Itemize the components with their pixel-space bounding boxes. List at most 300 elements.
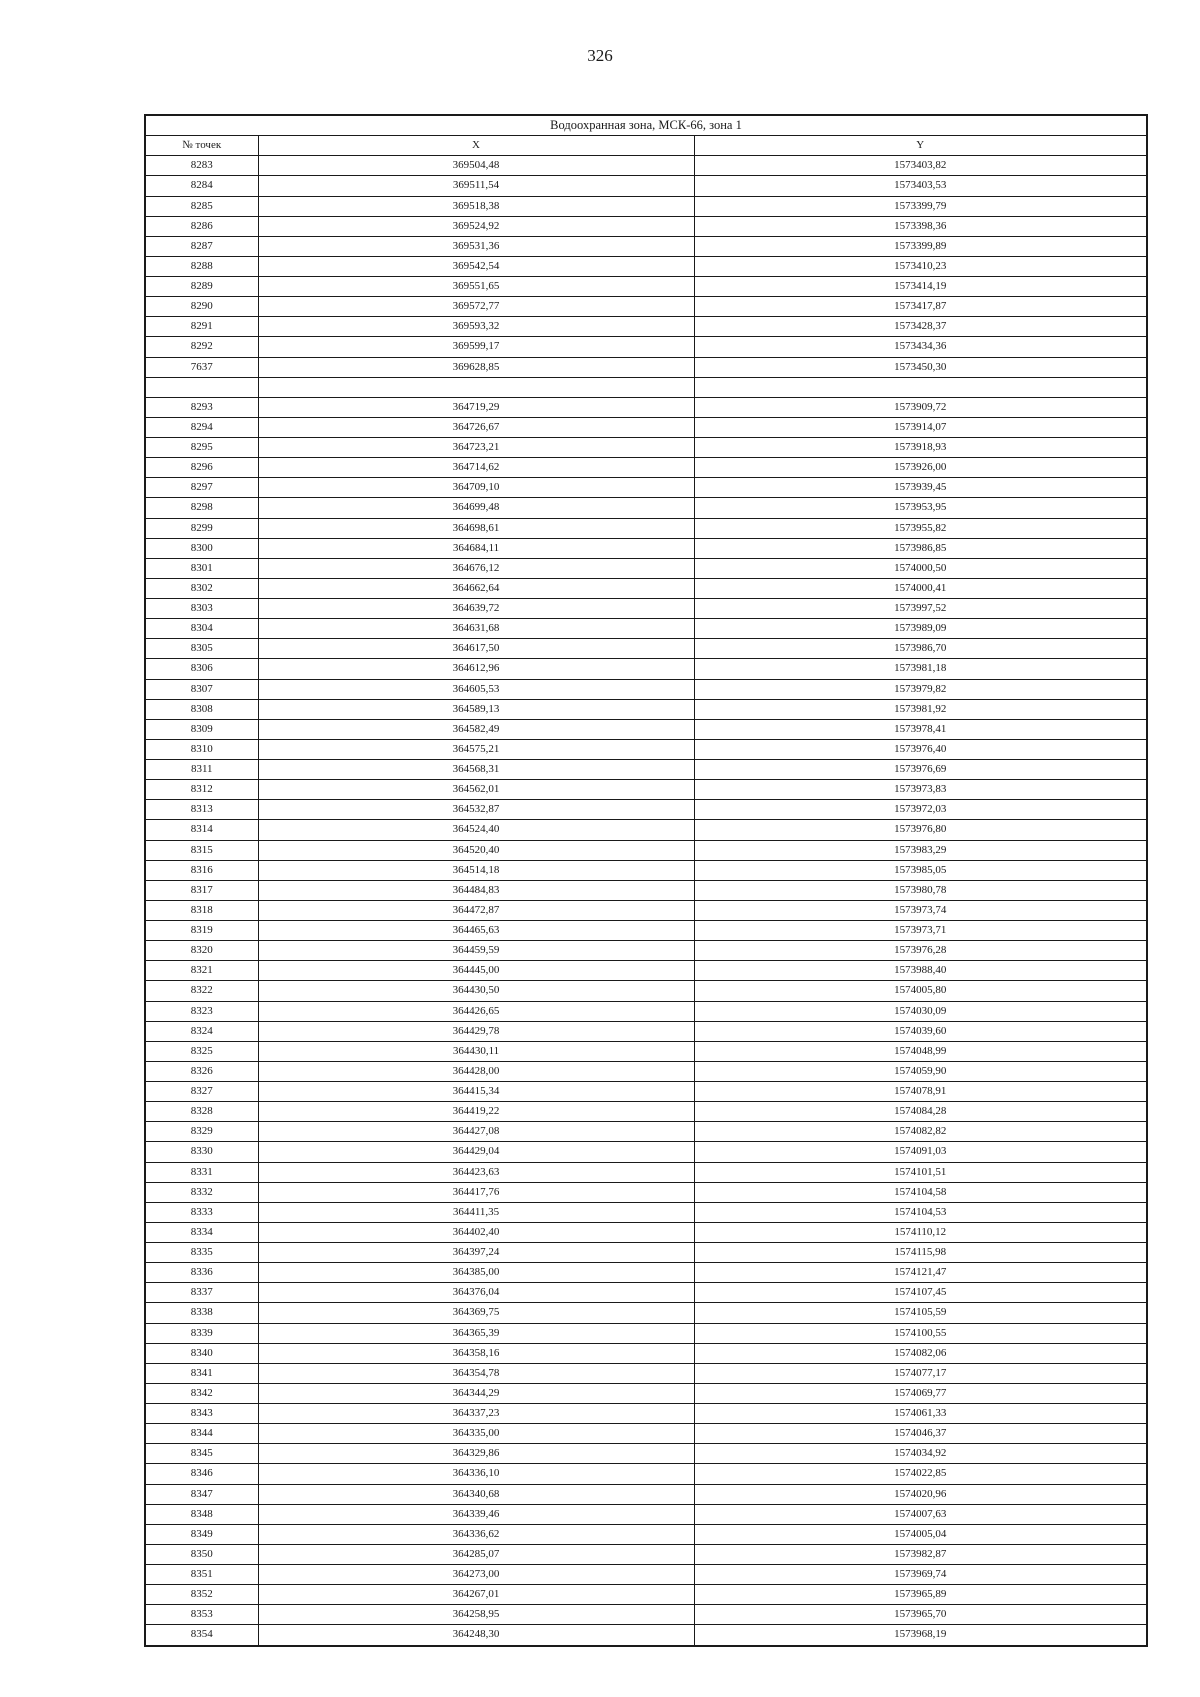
- point-number-cell: 8328: [145, 1102, 258, 1122]
- point-number-cell: 8309: [145, 719, 258, 739]
- table-row: [145, 1444, 1147, 1464]
- point-number-cell: 8351: [145, 1565, 258, 1585]
- table-row: [145, 1162, 1147, 1182]
- table-row: [145, 1082, 1147, 1102]
- x-coordinate-cell: 364376,04: [258, 1283, 694, 1303]
- x-coordinate-cell: 364582,49: [258, 719, 694, 739]
- y-coordinate-cell: 1573955,82: [694, 518, 1147, 538]
- x-coordinate-cell: 364676,12: [258, 558, 694, 578]
- table-row: [145, 719, 1147, 739]
- table-row: [145, 1605, 1147, 1625]
- y-coordinate-cell: 1573988,40: [694, 961, 1147, 981]
- table-row: [145, 599, 1147, 619]
- point-number-cell: 8337: [145, 1283, 258, 1303]
- point-number-cell: 8321: [145, 961, 258, 981]
- table-row: [145, 216, 1147, 236]
- table-row: [145, 1222, 1147, 1242]
- y-coordinate-cell: 1573410,23: [694, 256, 1147, 276]
- y-coordinate-cell: 1574020,96: [694, 1484, 1147, 1504]
- table-row: [145, 1001, 1147, 1021]
- y-coordinate-cell: 1573399,79: [694, 196, 1147, 216]
- table-row: [145, 176, 1147, 196]
- column-header-x: X: [258, 136, 694, 156]
- x-coordinate-cell: 364402,40: [258, 1222, 694, 1242]
- point-number-cell: 8335: [145, 1243, 258, 1263]
- y-coordinate-cell: 1573978,41: [694, 719, 1147, 739]
- x-coordinate-cell: 364344,29: [258, 1383, 694, 1403]
- point-number-cell: 8349: [145, 1524, 258, 1544]
- y-coordinate-cell: [694, 377, 1147, 397]
- table-row: [145, 961, 1147, 981]
- y-coordinate-cell: 1573989,09: [694, 619, 1147, 639]
- x-coordinate-cell: 364723,21: [258, 438, 694, 458]
- y-coordinate-cell: 1573997,52: [694, 599, 1147, 619]
- y-coordinate-cell: 1573980,78: [694, 880, 1147, 900]
- table-row: [145, 1303, 1147, 1323]
- x-coordinate-cell: 364514,18: [258, 860, 694, 880]
- y-coordinate-cell: 1574000,50: [694, 558, 1147, 578]
- x-coordinate-cell: 364419,22: [258, 1102, 694, 1122]
- page-number: 326: [587, 46, 613, 65]
- point-number-cell: 8340: [145, 1343, 258, 1363]
- table-header-row: [145, 136, 1147, 156]
- point-number-cell: 8348: [145, 1504, 258, 1524]
- point-number-cell: 8283: [145, 156, 258, 176]
- x-coordinate-cell: 364335,00: [258, 1424, 694, 1444]
- y-coordinate-cell: 1573434,36: [694, 337, 1147, 357]
- y-coordinate-cell: 1574121,47: [694, 1263, 1147, 1283]
- point-number-cell: 8350: [145, 1544, 258, 1564]
- x-coordinate-cell: 364369,75: [258, 1303, 694, 1323]
- point-number-cell: 8285: [145, 196, 258, 216]
- point-number-cell: 8313: [145, 800, 258, 820]
- x-coordinate-cell: 364698,61: [258, 518, 694, 538]
- y-coordinate-cell: 1573953,95: [694, 498, 1147, 518]
- point-number-cell: 8323: [145, 1001, 258, 1021]
- y-coordinate-cell: 1574082,06: [694, 1343, 1147, 1363]
- point-number-cell: 8315: [145, 840, 258, 860]
- table-row: [145, 1504, 1147, 1524]
- table-row: [145, 880, 1147, 900]
- y-coordinate-cell: 1573973,74: [694, 900, 1147, 920]
- y-coordinate-cell: 1573976,28: [694, 941, 1147, 961]
- table-row: [145, 840, 1147, 860]
- table-row: [145, 1424, 1147, 1444]
- x-coordinate-cell: 364429,78: [258, 1021, 694, 1041]
- point-number-cell: 8339: [145, 1323, 258, 1343]
- table-title: Водоохранная зона, МСК-66, зона 1: [145, 115, 1147, 136]
- point-number-cell: 8290: [145, 297, 258, 317]
- x-coordinate-cell: 364612,96: [258, 659, 694, 679]
- point-number-cell: 8299: [145, 518, 258, 538]
- point-number-cell: 8334: [145, 1222, 258, 1242]
- table-row: [145, 639, 1147, 659]
- y-coordinate-cell: 1574100,55: [694, 1323, 1147, 1343]
- x-coordinate-cell: 364385,00: [258, 1263, 694, 1283]
- y-coordinate-cell: 1573985,05: [694, 860, 1147, 880]
- x-coordinate-cell: 364662,64: [258, 578, 694, 598]
- table-row: [145, 256, 1147, 276]
- x-coordinate-cell: 364699,48: [258, 498, 694, 518]
- y-coordinate-cell: 1573909,72: [694, 397, 1147, 417]
- x-coordinate-cell: 364445,00: [258, 961, 694, 981]
- y-coordinate-cell: 1573918,93: [694, 438, 1147, 458]
- table-row: [145, 558, 1147, 578]
- table-row: [145, 458, 1147, 478]
- point-number-cell: 8336: [145, 1263, 258, 1283]
- point-number-cell: 8322: [145, 981, 258, 1001]
- x-coordinate-cell: 369551,65: [258, 277, 694, 297]
- point-number-cell: 8333: [145, 1202, 258, 1222]
- y-coordinate-cell: 1574059,90: [694, 1061, 1147, 1081]
- y-coordinate-cell: 1573981,18: [694, 659, 1147, 679]
- point-number-cell: 8354: [145, 1625, 258, 1646]
- y-coordinate-cell: 1573973,71: [694, 921, 1147, 941]
- point-number-cell: 8326: [145, 1061, 258, 1081]
- x-coordinate-cell: 364562,01: [258, 780, 694, 800]
- point-number-cell: 8310: [145, 739, 258, 759]
- table-row: [145, 538, 1147, 558]
- y-coordinate-cell: 1573969,74: [694, 1565, 1147, 1585]
- x-coordinate-cell: 364430,11: [258, 1041, 694, 1061]
- x-coordinate-cell: 364714,62: [258, 458, 694, 478]
- x-coordinate-cell: 364459,59: [258, 941, 694, 961]
- table-row: [145, 1323, 1147, 1343]
- y-coordinate-cell: 1573926,00: [694, 458, 1147, 478]
- table-row: [145, 438, 1147, 458]
- table-row: [145, 156, 1147, 176]
- table-row: [145, 498, 1147, 518]
- x-coordinate-cell: 364340,68: [258, 1484, 694, 1504]
- x-coordinate-cell: 364427,08: [258, 1122, 694, 1142]
- coordinates-table: [144, 114, 1148, 1647]
- x-coordinate-cell: 364337,23: [258, 1404, 694, 1424]
- point-number-cell: 8327: [145, 1082, 258, 1102]
- y-coordinate-cell: 1574115,98: [694, 1243, 1147, 1263]
- point-number-cell: 8332: [145, 1182, 258, 1202]
- x-coordinate-cell: 364639,72: [258, 599, 694, 619]
- y-coordinate-cell: 1574107,45: [694, 1283, 1147, 1303]
- point-number-cell: 7637: [145, 357, 258, 377]
- y-coordinate-cell: 1573981,92: [694, 699, 1147, 719]
- y-coordinate-cell: 1574069,77: [694, 1383, 1147, 1403]
- y-coordinate-cell: 1573976,69: [694, 760, 1147, 780]
- y-coordinate-cell: 1573914,07: [694, 417, 1147, 437]
- point-number-cell: 8303: [145, 599, 258, 619]
- y-coordinate-cell: 1573939,45: [694, 478, 1147, 498]
- table-row: [145, 317, 1147, 337]
- y-coordinate-cell: 1574104,58: [694, 1182, 1147, 1202]
- table-row: [145, 478, 1147, 498]
- y-coordinate-cell: 1573417,87: [694, 297, 1147, 317]
- point-number-cell: 8304: [145, 619, 258, 639]
- x-coordinate-cell: 364336,10: [258, 1464, 694, 1484]
- point-number-cell: 8308: [145, 699, 258, 719]
- point-number-cell: 8307: [145, 679, 258, 699]
- table-row: [145, 1544, 1147, 1564]
- x-coordinate-cell: 364465,63: [258, 921, 694, 941]
- point-number-cell: 8314: [145, 820, 258, 840]
- x-coordinate-cell: [258, 377, 694, 397]
- y-coordinate-cell: 1574078,91: [694, 1082, 1147, 1102]
- y-coordinate-cell: 1573986,70: [694, 639, 1147, 659]
- y-coordinate-cell: 1573428,37: [694, 317, 1147, 337]
- point-number-cell: 8342: [145, 1383, 258, 1403]
- point-number-cell: 8344: [145, 1424, 258, 1444]
- table-row: [145, 800, 1147, 820]
- x-coordinate-cell: 364428,00: [258, 1061, 694, 1081]
- point-number-cell: 8318: [145, 900, 258, 920]
- table-row: [145, 679, 1147, 699]
- table-row: [145, 760, 1147, 780]
- y-coordinate-cell: 1574007,63: [694, 1504, 1147, 1524]
- x-coordinate-cell: 369531,36: [258, 236, 694, 256]
- y-coordinate-cell: 1573973,83: [694, 780, 1147, 800]
- x-coordinate-cell: 364709,10: [258, 478, 694, 498]
- y-coordinate-cell: 1573972,03: [694, 800, 1147, 820]
- x-coordinate-cell: 364258,95: [258, 1605, 694, 1625]
- point-number-cell: 8312: [145, 780, 258, 800]
- y-coordinate-cell: 1573450,30: [694, 357, 1147, 377]
- y-coordinate-cell: 1574077,17: [694, 1363, 1147, 1383]
- x-coordinate-cell: 364568,31: [258, 760, 694, 780]
- y-coordinate-cell: 1574101,51: [694, 1162, 1147, 1182]
- table-row: [145, 1585, 1147, 1605]
- x-coordinate-cell: 364484,83: [258, 880, 694, 900]
- x-coordinate-cell: 364365,39: [258, 1323, 694, 1343]
- table-row: [145, 397, 1147, 417]
- point-number-cell: 8301: [145, 558, 258, 578]
- table-row: [145, 1565, 1147, 1585]
- point-number-cell: 8297: [145, 478, 258, 498]
- table-row: [145, 236, 1147, 256]
- table-row: [145, 578, 1147, 598]
- point-number-cell: 8300: [145, 538, 258, 558]
- table-row: [145, 337, 1147, 357]
- y-coordinate-cell: 1573968,19: [694, 1625, 1147, 1646]
- x-coordinate-cell: 364354,78: [258, 1363, 694, 1383]
- table-row: [145, 860, 1147, 880]
- point-number-cell: 8295: [145, 438, 258, 458]
- table-row: [145, 941, 1147, 961]
- y-coordinate-cell: 1574105,59: [694, 1303, 1147, 1323]
- x-coordinate-cell: 364472,87: [258, 900, 694, 920]
- point-number-cell: 8293: [145, 397, 258, 417]
- x-coordinate-cell: 364417,76: [258, 1182, 694, 1202]
- point-number-cell: 8288: [145, 256, 258, 276]
- table-row: [145, 981, 1147, 1001]
- y-coordinate-cell: 1573982,87: [694, 1544, 1147, 1564]
- y-coordinate-cell: 1573976,40: [694, 739, 1147, 759]
- y-coordinate-cell: 1573979,82: [694, 679, 1147, 699]
- x-coordinate-cell: 364426,65: [258, 1001, 694, 1021]
- point-number-cell: 8305: [145, 639, 258, 659]
- x-coordinate-cell: 364684,11: [258, 538, 694, 558]
- table-row: [145, 619, 1147, 639]
- x-coordinate-cell: 364605,53: [258, 679, 694, 699]
- x-coordinate-cell: 364617,50: [258, 639, 694, 659]
- x-coordinate-cell: 364267,01: [258, 1585, 694, 1605]
- y-coordinate-cell: 1574082,82: [694, 1122, 1147, 1142]
- point-number-cell: 8346: [145, 1464, 258, 1484]
- point-number-cell: 8298: [145, 498, 258, 518]
- x-coordinate-cell: 364532,87: [258, 800, 694, 820]
- y-coordinate-cell: 1574000,41: [694, 578, 1147, 598]
- point-number-cell: 8353: [145, 1605, 258, 1625]
- x-coordinate-cell: 364726,67: [258, 417, 694, 437]
- x-coordinate-cell: 364575,21: [258, 739, 694, 759]
- x-coordinate-cell: 369572,77: [258, 297, 694, 317]
- y-coordinate-cell: 1573403,53: [694, 176, 1147, 196]
- y-coordinate-cell: 1574005,80: [694, 981, 1147, 1001]
- table-row: [145, 1404, 1147, 1424]
- point-number-cell: 8338: [145, 1303, 258, 1323]
- table-row: [145, 377, 1147, 397]
- x-coordinate-cell: 369524,92: [258, 216, 694, 236]
- table-row: [145, 277, 1147, 297]
- point-number-cell: 8329: [145, 1122, 258, 1142]
- x-coordinate-cell: 364589,13: [258, 699, 694, 719]
- point-number-cell: 8289: [145, 277, 258, 297]
- y-coordinate-cell: 1573399,89: [694, 236, 1147, 256]
- y-coordinate-cell: 1573965,89: [694, 1585, 1147, 1605]
- x-coordinate-cell: 364719,29: [258, 397, 694, 417]
- table-row: [145, 1625, 1147, 1646]
- y-coordinate-cell: 1574005,04: [694, 1524, 1147, 1544]
- point-number-cell: 8324: [145, 1021, 258, 1041]
- y-coordinate-cell: 1574034,92: [694, 1444, 1147, 1464]
- x-coordinate-cell: 364430,50: [258, 981, 694, 1001]
- table-row: [145, 780, 1147, 800]
- table-row: [145, 739, 1147, 759]
- table-row: [145, 417, 1147, 437]
- point-number-cell: 8320: [145, 941, 258, 961]
- y-coordinate-cell: 1573965,70: [694, 1605, 1147, 1625]
- table-row: [145, 699, 1147, 719]
- table-row: [145, 1524, 1147, 1544]
- point-number-cell: 8302: [145, 578, 258, 598]
- table-row: [145, 1041, 1147, 1061]
- point-number-cell: 8330: [145, 1142, 258, 1162]
- x-coordinate-cell: 364524,40: [258, 820, 694, 840]
- table-row: [145, 1021, 1147, 1041]
- x-coordinate-cell: 364285,07: [258, 1544, 694, 1564]
- x-coordinate-cell: 369511,54: [258, 176, 694, 196]
- table-row: [145, 196, 1147, 216]
- y-coordinate-cell: 1574110,12: [694, 1222, 1147, 1242]
- y-coordinate-cell: 1573983,29: [694, 840, 1147, 860]
- column-header-point-number: № точек: [145, 136, 258, 156]
- point-number-cell: 8292: [145, 337, 258, 357]
- y-coordinate-cell: 1573976,80: [694, 820, 1147, 840]
- point-number-cell: 8286: [145, 216, 258, 236]
- point-number-cell: 8316: [145, 860, 258, 880]
- y-coordinate-cell: 1574104,53: [694, 1202, 1147, 1222]
- table-title-row: [145, 115, 1147, 136]
- x-coordinate-cell: 369593,32: [258, 317, 694, 337]
- point-number-cell: 8294: [145, 417, 258, 437]
- point-number-cell: 8319: [145, 921, 258, 941]
- table-row: [145, 900, 1147, 920]
- y-coordinate-cell: 1574039,60: [694, 1021, 1147, 1041]
- table-row: [145, 1343, 1147, 1363]
- x-coordinate-cell: 364411,35: [258, 1202, 694, 1222]
- table-row: [145, 1102, 1147, 1122]
- y-coordinate-cell: 1574061,33: [694, 1404, 1147, 1424]
- y-coordinate-cell: 1574084,28: [694, 1102, 1147, 1122]
- table-row: [145, 297, 1147, 317]
- table-row: [145, 921, 1147, 941]
- y-coordinate-cell: 1573403,82: [694, 156, 1147, 176]
- x-coordinate-cell: 364339,46: [258, 1504, 694, 1524]
- x-coordinate-cell: 364397,24: [258, 1243, 694, 1263]
- y-coordinate-cell: 1574030,09: [694, 1001, 1147, 1021]
- y-coordinate-cell: 1573414,19: [694, 277, 1147, 297]
- x-coordinate-cell: 364631,68: [258, 619, 694, 639]
- x-coordinate-cell: 364423,63: [258, 1162, 694, 1182]
- point-number-cell: 8331: [145, 1162, 258, 1182]
- y-coordinate-cell: 1574091,03: [694, 1142, 1147, 1162]
- x-coordinate-cell: 369504,48: [258, 156, 694, 176]
- table-row: [145, 1263, 1147, 1283]
- table-row: [145, 1243, 1147, 1263]
- point-number-cell: 8296: [145, 458, 258, 478]
- point-number-cell: 8317: [145, 880, 258, 900]
- table-row: [145, 659, 1147, 679]
- table-row: [145, 1202, 1147, 1222]
- point-number-cell: 8306: [145, 659, 258, 679]
- table-row: [145, 357, 1147, 377]
- x-coordinate-cell: 364520,40: [258, 840, 694, 860]
- table-row: [145, 820, 1147, 840]
- y-coordinate-cell: 1574022,85: [694, 1464, 1147, 1484]
- y-coordinate-cell: 1573398,36: [694, 216, 1147, 236]
- table-row: [145, 1142, 1147, 1162]
- table-row: [145, 1122, 1147, 1142]
- table-row: [145, 1484, 1147, 1504]
- x-coordinate-cell: 369599,17: [258, 337, 694, 357]
- point-number-cell: 8287: [145, 236, 258, 256]
- point-number-cell: 8325: [145, 1041, 258, 1061]
- table-row: [145, 1283, 1147, 1303]
- x-coordinate-cell: 364273,00: [258, 1565, 694, 1585]
- y-coordinate-cell: 1574048,99: [694, 1041, 1147, 1061]
- point-number-cell: 8311: [145, 760, 258, 780]
- x-coordinate-cell: 369542,54: [258, 256, 694, 276]
- point-number-cell: [145, 377, 258, 397]
- point-number-cell: 8345: [145, 1444, 258, 1464]
- x-coordinate-cell: 364336,62: [258, 1524, 694, 1544]
- x-coordinate-cell: 364248,30: [258, 1625, 694, 1646]
- x-coordinate-cell: 364358,16: [258, 1343, 694, 1363]
- point-number-cell: 8284: [145, 176, 258, 196]
- table-row: [145, 1383, 1147, 1403]
- y-coordinate-cell: 1574046,37: [694, 1424, 1147, 1444]
- table-row: [145, 1464, 1147, 1484]
- point-number-cell: 8291: [145, 317, 258, 337]
- point-number-cell: 8343: [145, 1404, 258, 1424]
- x-coordinate-cell: 364329,86: [258, 1444, 694, 1464]
- x-coordinate-cell: 369518,38: [258, 196, 694, 216]
- table-row: [145, 1182, 1147, 1202]
- x-coordinate-cell: 369628,85: [258, 357, 694, 377]
- point-number-cell: 8352: [145, 1585, 258, 1605]
- table-row: [145, 1363, 1147, 1383]
- column-header-y: Y: [694, 136, 1147, 156]
- point-number-cell: 8347: [145, 1484, 258, 1504]
- x-coordinate-cell: 364429,04: [258, 1142, 694, 1162]
- point-number-cell: 8341: [145, 1363, 258, 1383]
